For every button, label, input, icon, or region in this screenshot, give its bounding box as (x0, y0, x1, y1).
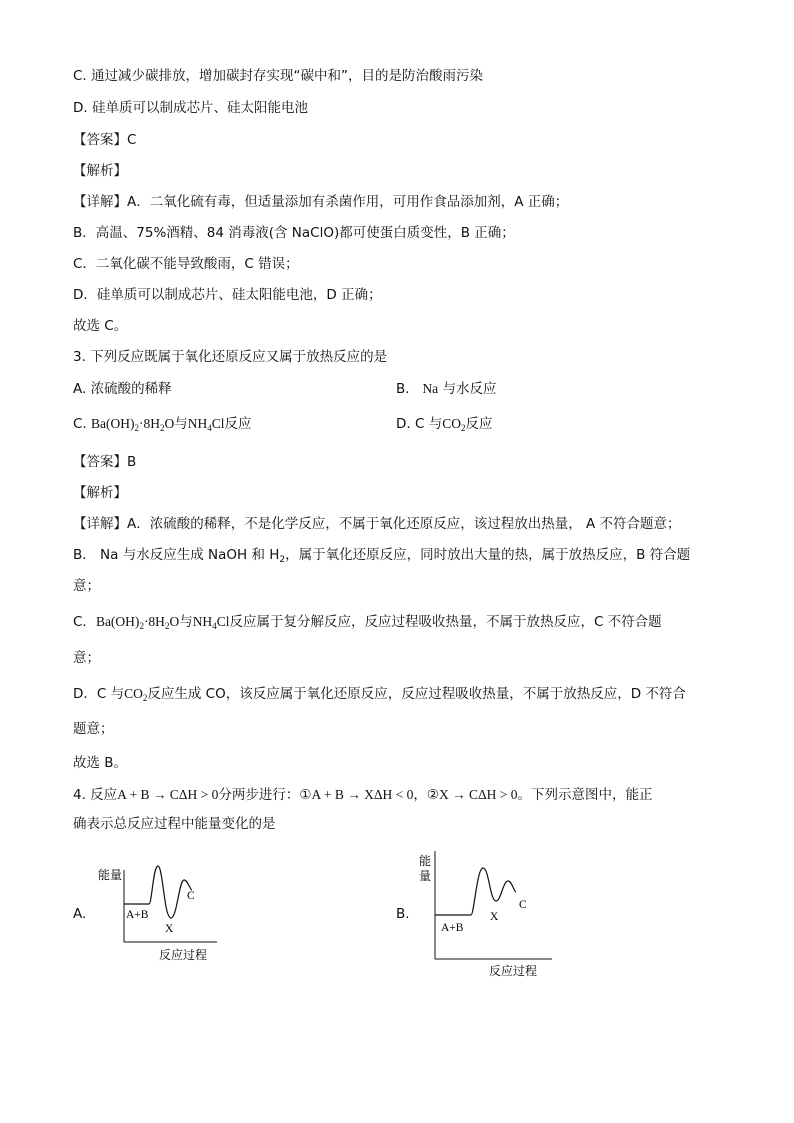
diagram-a-reactant-label: A+B (126, 909, 149, 921)
q3-detail-b-line2: 意； (73, 578, 100, 594)
q4-diagram-b (412, 846, 562, 980)
q3-option-b-letter: B. (396, 381, 410, 397)
diagram-a-intermediate-label: X (165, 923, 174, 935)
q2-detail-c: C．二氧化碳不能导致酸雨，C 错误； (73, 256, 299, 272)
q2-detail-b: B．高温、75%酒精、84 消毒液(含 NaClO)都可使蛋白质变性，B 正确； (73, 225, 515, 241)
q3-detail-d-line2: 题意； (73, 721, 114, 737)
q4-stem-line1: 4. 反应A + B → CΔH > 0分两步进行：①A + B → XΔH < 0，②X → CΔH > 0。下列示意图中，能正 (73, 787, 653, 803)
diagram-a-product-label: C (187, 890, 195, 902)
diagram-b-intermediate-label: X (490, 911, 499, 923)
q2-option-c: C. 通过减少碳排放，增加碳封存实现“碳中和”，目的是防治酸雨污染 (73, 68, 483, 84)
diagram-b-reactant-label: A+B (441, 922, 464, 934)
q3-option-c-with: 与 (174, 416, 188, 432)
q3-stem: 3. 下列反应既属于氧化还原反应又属于放热反应的是 (73, 349, 388, 365)
q3-choice: 故选 B。 (73, 755, 128, 771)
q3-option-d-text: 反应 (465, 416, 493, 432)
q4-equation-step2: X → CΔH > 0 (438, 787, 518, 802)
q3-option-c-formula-2: $NH_4Cl$ (187, 416, 225, 433)
q3-detail-c-formula-1: $Ba(OH)_2\cdot 8H_2O$ (95, 614, 180, 631)
q3-option-c-text: 反应 (224, 416, 252, 432)
q4-diagram-a (92, 858, 242, 968)
q2-detail-d: D．硅单质可以制成芯片、硅太阳能电池，D 正确； (73, 287, 382, 303)
q3-detail-c-line2: 意； (73, 650, 100, 666)
q2-option-d: D. 硅单质可以制成芯片、硅太阳能电池 (73, 100, 308, 116)
q3-answer: 【答案】B (73, 454, 137, 470)
q3-detail-b-line1: B． Na 与水反应生成 NaOH 和 $H_2$，属于氧化还原反应，同时放出大量的热，属于放热反应，B 符合题 (73, 547, 691, 565)
q3-option-d (396, 414, 492, 434)
q3-option-a: A. 浓硫酸的稀释 (73, 381, 172, 397)
q3-option-c (73, 414, 252, 434)
diagram-b-energy-curve (435, 868, 516, 915)
q3-detail-c-line1: C．$Ba(OH)_2\cdot 8H_2O$与$NH_4Cl$反应属于复分解反应，反应过程吸收热量，不属于放热反应，C 不符合题 (73, 614, 662, 631)
q3-detail-d-line1: D．C 与$CO_2$反应生成 CO，该反应属于氧化还原反应，反应过程吸收热量，不属于放热反应，D 不符合 (73, 686, 686, 703)
q3-option-d-formula: $CO_2$ (442, 416, 466, 433)
q2-answer: 【答案】C (73, 132, 137, 148)
q3-analysis-heading: 【解析】 (73, 485, 127, 501)
diagram-a-xlabel: 反应过程 (159, 948, 208, 962)
q4-equation-step1: A + B → XΔH < 0 (311, 787, 414, 802)
q3-detail-c-formula-2: $NH_4Cl$ (192, 614, 230, 631)
diagram-b-ylabel-2: 量 (419, 869, 432, 883)
diagram-a-ylabel: 能量 (98, 868, 123, 882)
q4-option-a-label: A. (73, 906, 87, 922)
q2-choice: 故选 C。 (73, 318, 128, 334)
q3-option-b-formula: Na (422, 381, 439, 396)
q3-detail-a: 【详解】A．浓硫酸的稀释，不是化学反应，不属于氧化还原反应，该过程放出热量， A 不符合题意； (73, 516, 681, 532)
q4-option-b-label: B. (396, 906, 410, 922)
q3-option-b (396, 379, 496, 399)
diagram-b-xlabel: 反应过程 (489, 964, 538, 978)
q2-analysis-heading: 【解析】 (73, 163, 127, 179)
q3-option-d-letter: D. C 与 (396, 416, 443, 432)
q4-equation-total: A + B → CΔH > 0 (117, 787, 219, 802)
q3-option-c-formula-1: $Ba(OH)_2\cdot 8H_2O$ (91, 416, 175, 433)
diagram-b-product-label: C (519, 899, 527, 911)
q4-stem-line2: 确表示总反应过程中能量变化的是 (73, 816, 276, 832)
q3-option-c-letter: C. (73, 416, 92, 432)
q2-detail-a: 【详解】A．二氧化硫有毒，但适量添加有杀菌作用，可用作食品添加剂，A 正确； (73, 194, 569, 210)
q3-option-b-text: 与水反应 (438, 381, 497, 397)
diagram-b-ylabel-1: 能 (419, 854, 432, 868)
q3-detail-d-formula: $CO_2$ (124, 686, 148, 703)
